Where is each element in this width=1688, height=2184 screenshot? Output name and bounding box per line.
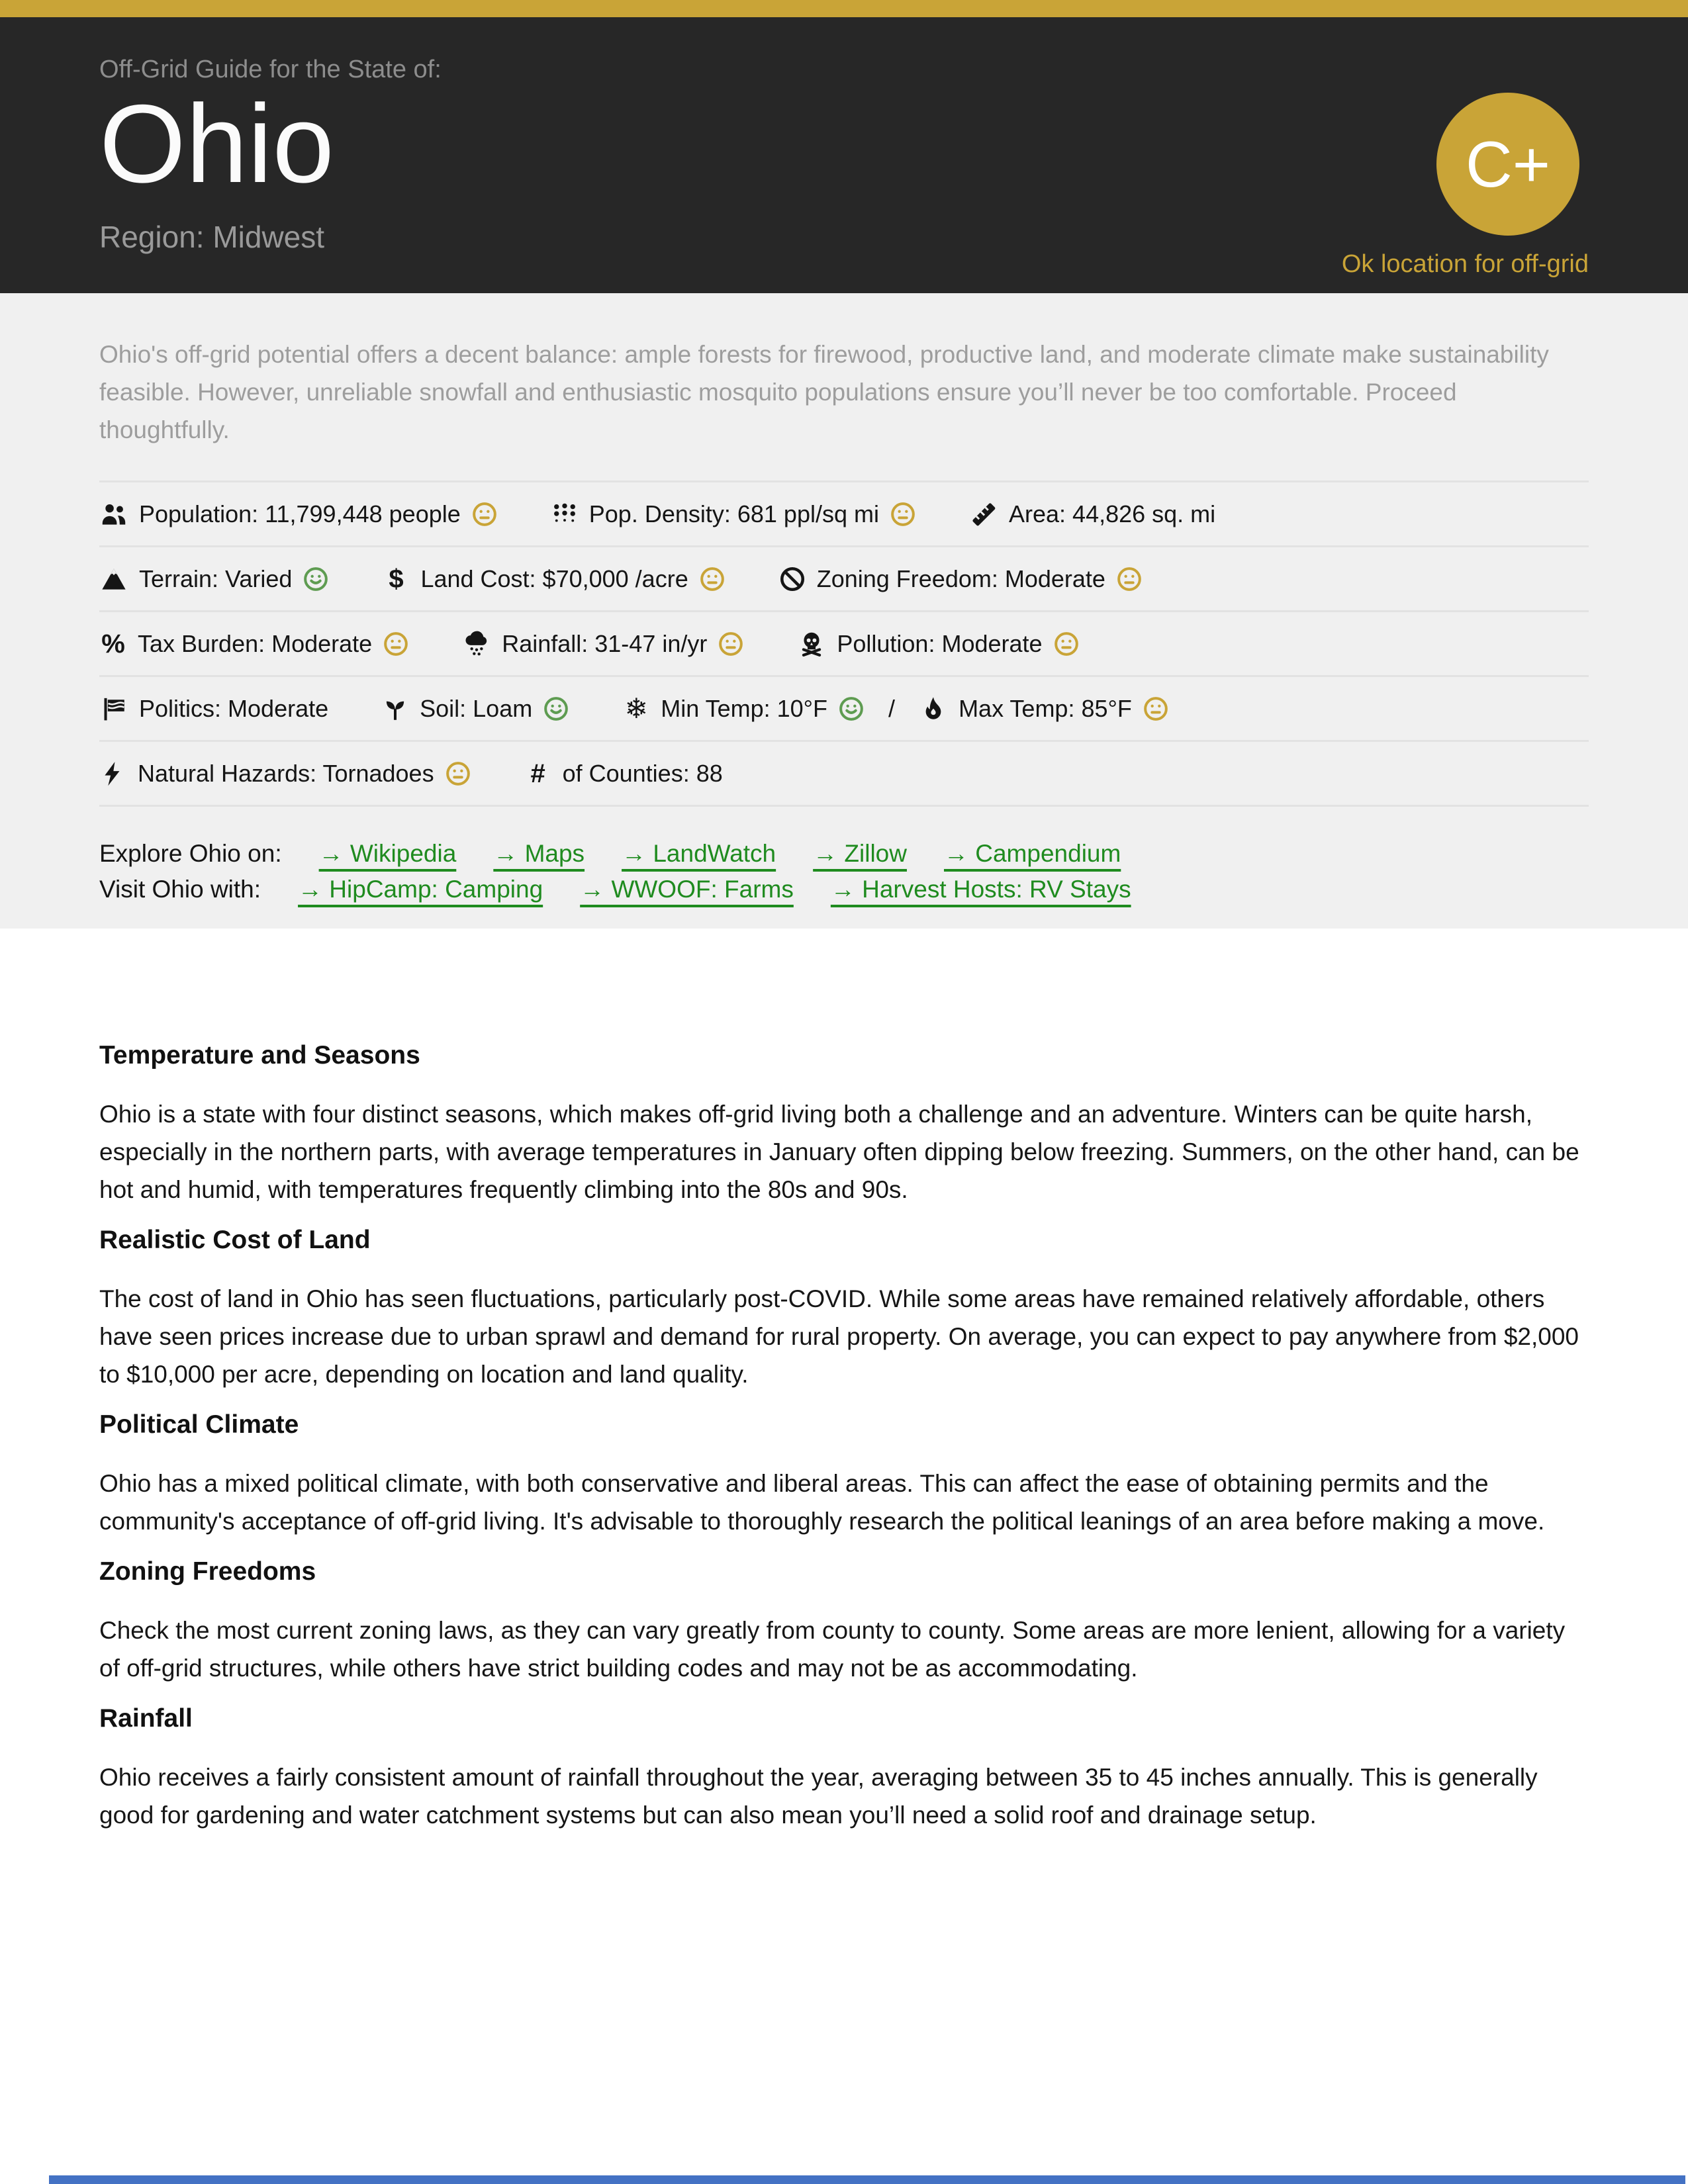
visit-link-hipcamp[interactable]: → HipCamp: Camping	[298, 876, 543, 903]
section-paragraph-rainfall: Ohio receives a fairly consistent amount of rainfall throughout the year, averaging between 35 to 45 inches annually. This is generally good for gardening and water catchment systems but can also mean you’ll need a solid roof and drainage setup.	[99, 1764, 1538, 1829]
temp-separator: /	[888, 694, 896, 722]
section-paragraph-political-climate: Ohio has a mixed political climate, with both conservative and liberal areas. This can affect the ease of obtaining permits and the community's acceptance of off-grid living. It's advisable to thoroughly research the political leanings of an area before making a move.	[99, 1470, 1545, 1535]
stat-label: Population: 11,799,448 people	[139, 500, 461, 527]
happy-face-icon	[303, 566, 329, 592]
section-heading-rainfall: Rainfall	[99, 1704, 193, 1733]
neutral-face-icon	[471, 501, 498, 527]
neutral-face-icon	[445, 760, 471, 787]
section-heading-zoning: Zoning Freedoms	[99, 1557, 316, 1586]
neutral-face-icon	[699, 566, 726, 592]
visit-link-harvest-hosts[interactable]: → Harvest Hosts: RV Stays	[830, 876, 1131, 903]
stat-label: Area: 44,826 sq. mi	[1009, 500, 1216, 527]
region-subtitle: Region: Midwest	[99, 220, 325, 255]
stat-natural-hazards	[99, 760, 471, 788]
article-body	[0, 929, 1688, 1834]
neutral-face-icon	[718, 631, 744, 657]
kicker: Off-Grid Guide for the State of:	[99, 56, 442, 83]
mountain-icon	[99, 565, 128, 594]
section-heading-land-cost: Realistic Cost of Land	[99, 1226, 371, 1254]
stat-label: Tax Burden: Moderate	[138, 629, 373, 657]
stat-label: Rainfall: 31-47 in/yr	[502, 629, 708, 657]
state-summary: Ohio's off-grid potential offers a decent balance: ample forests for firewood, productive land, and moderate climate make sustainability feasible. However, unreliable snowfall and enthusiastic mosquito populations ensure you’ll never be too comfortable. Proceed thoughtfully.	[99, 341, 1549, 443]
stats-table	[99, 480, 1589, 807]
percent-icon: %	[101, 629, 125, 659]
neutral-face-icon	[890, 501, 916, 527]
stat-label: Land Cost: $70,000 /acre	[420, 565, 688, 592]
grade-caption: Ok location for off-grid	[1341, 250, 1589, 278]
neutral-face-icon	[383, 631, 409, 657]
section-paragraph-zoning: Check the most current zoning laws, as they can vary greatly from county to county. Some areas are more lenient, allowing for a variety of off-grid structures, while others have strict building codes and may not be as accommodating.	[99, 1617, 1566, 1682]
hash-icon: #	[530, 758, 545, 788]
visit-link-wwoof[interactable]: → WWOOF: Farms	[580, 876, 794, 903]
explore-links-row	[99, 840, 1589, 868]
explore-link-landwatch[interactable]: → LandWatch	[622, 840, 776, 867]
stat-label: Pop. Density: 681 ppl/sq mi	[588, 500, 879, 527]
visit-links-row	[99, 876, 1589, 903]
stat-label: of Counties: 88	[562, 759, 723, 787]
section-heading-political-climate: Political Climate	[99, 1410, 299, 1439]
fire-icon	[919, 694, 948, 723]
stat-county-count	[524, 760, 723, 788]
stats-row-3	[99, 610, 1589, 675]
links-block	[99, 840, 1589, 903]
stat-label: Pollution: Moderate	[837, 629, 1043, 657]
ruler-icon	[969, 500, 998, 529]
happy-face-icon	[543, 696, 569, 722]
explore-link-zillow[interactable]: → Zillow	[813, 840, 907, 867]
stat-label: Min Temp: 10°F	[661, 694, 828, 722]
neutral-face-icon	[1116, 566, 1143, 592]
top-accent-bar	[0, 0, 1688, 17]
stats-row-5	[99, 740, 1589, 805]
happy-face-icon	[838, 696, 865, 722]
stat-land-cost	[382, 565, 725, 593]
stats-row-2	[99, 545, 1589, 610]
dollar-icon: $	[389, 564, 404, 594]
stat-min-temp	[622, 692, 865, 725]
stat-label: Natural Hazards: Tornadoes	[138, 759, 434, 787]
stat-soil	[381, 695, 569, 723]
no-entry-icon	[778, 565, 806, 593]
stat-label: Politics: Moderate	[139, 694, 329, 722]
visit-label: Visit Ohio with:	[99, 876, 261, 903]
seedling-icon	[381, 695, 409, 723]
grade-value: C+	[1465, 127, 1550, 201]
stat-tax-burden	[99, 630, 409, 658]
neutral-face-icon	[1053, 631, 1080, 657]
page-title: Ohio	[99, 81, 334, 206]
stat-label: Max Temp: 85°F	[959, 694, 1132, 722]
stat-terrain	[99, 565, 329, 594]
stat-label: Terrain: Varied	[139, 565, 293, 592]
stat-pop-density	[551, 500, 916, 528]
stats-row-4	[99, 675, 1589, 740]
explore-link-campendium[interactable]: → Campendium	[943, 840, 1121, 867]
explore-link-maps[interactable]: → Maps	[493, 840, 585, 867]
flag-icon	[99, 694, 128, 723]
stat-label: Soil: Loam	[420, 694, 533, 722]
explore-label: Explore Ohio on:	[99, 840, 282, 867]
stat-label: Zoning Freedom: Moderate	[816, 565, 1105, 592]
neutral-face-icon	[1143, 696, 1169, 722]
section-paragraph-temperature: Ohio is a state with four distinct seasons, which makes off-grid living both a challenge and an adventure. Winters can be quite harsh, especially in the northern parts, with average temperatures in January often dipping below freezing. Summers, on the other hand, can be hot and humid, with temperatures frequently climbing into the 80s and 90s.	[99, 1101, 1579, 1203]
stat-population	[99, 500, 498, 529]
header	[0, 17, 1688, 293]
summary-section	[0, 293, 1688, 929]
stat-pollution	[797, 629, 1079, 659]
stat-politics	[99, 694, 328, 723]
stat-max-temp	[919, 694, 1169, 723]
stats-row-1	[99, 480, 1589, 545]
rain-cloud-icon	[462, 629, 491, 659]
section-paragraph-land-cost: The cost of land in Ohio has seen fluctuations, particularly post-COVID. While some areas have remained relatively affordable, others have seen prices increase due to urban sprawl and demand for rural property. On average, you can expect to pay anywhere from $2,000 to $10,000 per acre, depending on location and land quality.	[99, 1285, 1579, 1388]
stat-rainfall	[462, 629, 744, 659]
explore-link-wikipedia[interactable]: → Wikipedia	[318, 840, 457, 867]
snowflake-icon: ❄	[624, 692, 648, 725]
skull-icon	[797, 629, 826, 659]
stat-area	[969, 500, 1215, 529]
stat-zoning-freedom	[778, 565, 1143, 593]
density-grid-icon	[551, 500, 579, 528]
section-heading-temperature: Temperature and Seasons	[99, 1041, 420, 1069]
bottom-page-divider	[49, 2175, 1685, 2184]
people-icon	[99, 500, 128, 529]
grade-badge	[1436, 93, 1579, 236]
lightning-icon	[99, 760, 127, 788]
